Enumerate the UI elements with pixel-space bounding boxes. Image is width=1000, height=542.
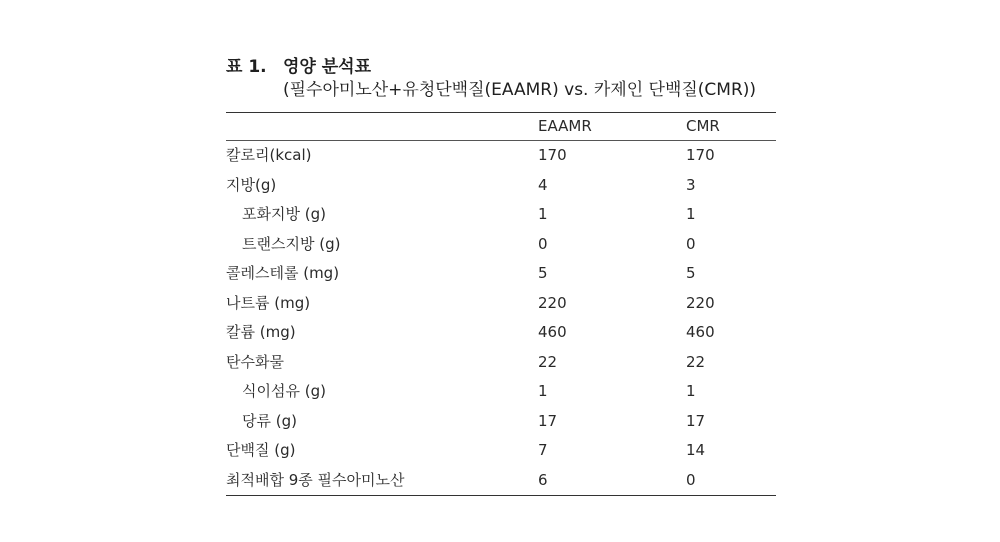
row-label: 당류 (g) [242, 411, 297, 430]
row-value-eaamr: 7 [538, 441, 548, 459]
row-value-eaamr: 220 [538, 293, 567, 312]
table-row [226, 230, 776, 260]
row-label: 식이섬유 (g) [242, 382, 326, 400]
table-row [226, 289, 776, 319]
nutrition-table [226, 56, 776, 496]
row-value-cmr: 220 [686, 293, 715, 312]
table-row [226, 348, 776, 378]
table-row [226, 259, 776, 289]
row-value-eaamr: 22 [538, 352, 558, 371]
row-value-eaamr: 0 [538, 234, 548, 253]
row-value-eaamr: 6 [538, 470, 548, 489]
row-value-cmr: 1 [686, 382, 696, 400]
row-label: 탄수화물 [226, 352, 284, 371]
row-value-cmr: 0 [686, 234, 696, 253]
table-title: 영양 분석표 [283, 57, 372, 77]
row-value-cmr: 1 [686, 205, 696, 223]
row-label: 나트륨 (mg) [226, 293, 311, 312]
table-row [226, 318, 776, 348]
row-label: 포화지방 (g) [242, 205, 326, 223]
row-value-eaamr: 17 [538, 411, 558, 430]
row-value-eaamr: 460 [538, 323, 567, 341]
row-value-cmr: 5 [686, 264, 696, 282]
row-label: 최적배합 9종 필수아미노산 [226, 470, 405, 489]
row-value-cmr: 3 [686, 175, 696, 194]
row-value-cmr: 14 [686, 441, 706, 459]
row-value-cmr: 0 [686, 470, 696, 489]
row-value-eaamr: 1 [538, 205, 548, 223]
row-value-cmr: 22 [686, 352, 706, 371]
table-caption [226, 56, 776, 112]
table-row [226, 407, 776, 437]
table-header-row [226, 113, 776, 140]
row-value-cmr: 460 [686, 323, 715, 341]
row-label: 칼륨 (mg) [226, 323, 296, 341]
row-label: 지방(g) [226, 175, 277, 194]
row-label: 트랜스지방 (g) [242, 234, 341, 253]
table-row [226, 466, 776, 496]
row-label: 칼로리(kcal) [226, 146, 312, 164]
row-value-cmr: 17 [686, 411, 706, 430]
row-value-cmr: 170 [686, 146, 715, 164]
header-eaamr: EAAMR [538, 117, 592, 135]
table-row [226, 377, 776, 407]
table-row [226, 141, 776, 171]
table-row [226, 200, 776, 230]
row-value-eaamr: 170 [538, 146, 567, 164]
row-value-eaamr: 4 [538, 175, 548, 194]
header-cmr: CMR [686, 117, 720, 135]
row-value-eaamr: 5 [538, 264, 548, 282]
table-subtitle: (필수아미노산+유청단백질(EAAMR) vs. 카제인 단백질(CMR)) [283, 80, 757, 100]
table-row [226, 171, 776, 201]
row-label: 단백질 (g) [226, 441, 296, 459]
table-body [226, 141, 776, 495]
row-value-eaamr: 1 [538, 382, 548, 400]
table-number: 표 1. [226, 57, 267, 77]
row-label: 콜레스테롤 (mg) [226, 264, 340, 282]
table-row [226, 436, 776, 466]
table-bottom-rule [226, 495, 776, 496]
